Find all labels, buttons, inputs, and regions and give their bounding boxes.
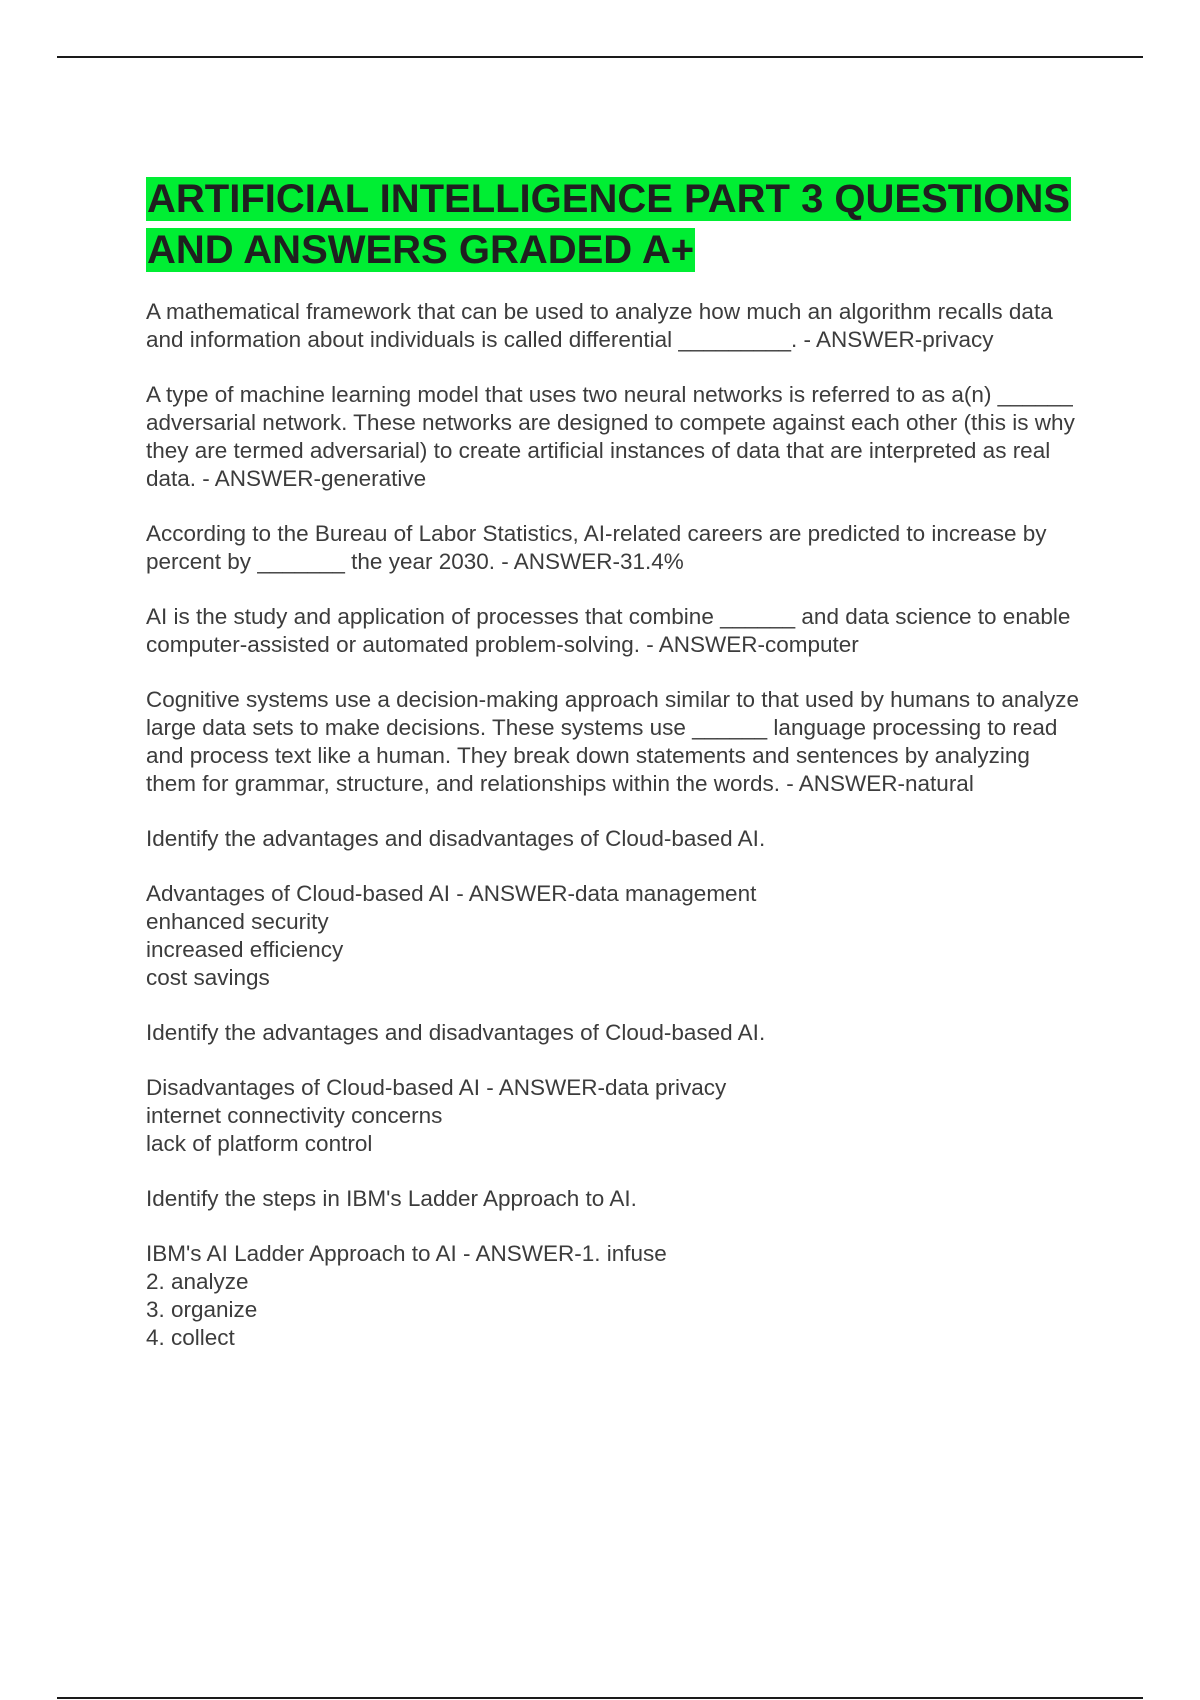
qa-ibm-ladder: IBM's AI Ladder Approach to AI - ANSWER-1. infuse 2. analyze 3. organize 4. collect [146, 1241, 667, 1350]
title-highlight: ARTIFICIAL INTELLIGENCE PART 3 QUESTIONS AND ANSWERS GRADED A+ [147, 177, 1071, 272]
qa-cloud-advantages: Advantages of Cloud-based AI - ANSWER-data management enhanced security increased efficiency cost savings [146, 881, 757, 990]
qa-cloud-disadvantages: Disadvantages of Cloud-based AI - ANSWER-data privacy internet connectivity concerns lack of platform control [146, 1075, 727, 1156]
top-rule [57, 56, 1143, 58]
bottom-rule [57, 1697, 1143, 1699]
qa-generative: A type of machine learning model that uses two neural networks is referred to as a(n) ______ adversarial network. These networks are designed to compete against each other (this is why they are termed adversarial) to create artificial instances of data that are interpreted as real data. - ANSWER-generative [146, 382, 1075, 491]
qa-ai-careers: According to the Bureau of Labor Statistics, AI-related careers are predicted to increase by percent by _______ the year 2030. - ANSWER-31.4% [146, 521, 1047, 574]
qa-privacy: A mathematical framework that can be used to analyze how much an algorithm recalls data and information about individuals is called differential _________. - ANSWER-privacy [146, 299, 1053, 352]
question-cloud-ai-1: Identify the advantages and disadvantages of Cloud-based AI. [146, 826, 766, 851]
question-ibm-ladder: Identify the steps in IBM's Ladder Approach to AI. [146, 1186, 637, 1211]
question-cloud-ai-2: Identify the advantages and disadvantages of Cloud-based AI. [146, 1020, 766, 1045]
qa-computer: AI is the study and application of processes that combine ______ and data science to enable computer-assisted or automated problem-solving. - ANSWER-computer [146, 604, 1071, 657]
document-title [146, 174, 1086, 276]
qa-natural: Cognitive systems use a decision-making approach similar to that used by humans to analyze large data sets to make decisions. These systems use ______ language processing to read and process text like a human. They break down statements and sentences by analyzing them for grammar, structure, and relationships within the words. - ANSWER-natural [146, 687, 1079, 796]
document-body [146, 174, 1086, 1379]
